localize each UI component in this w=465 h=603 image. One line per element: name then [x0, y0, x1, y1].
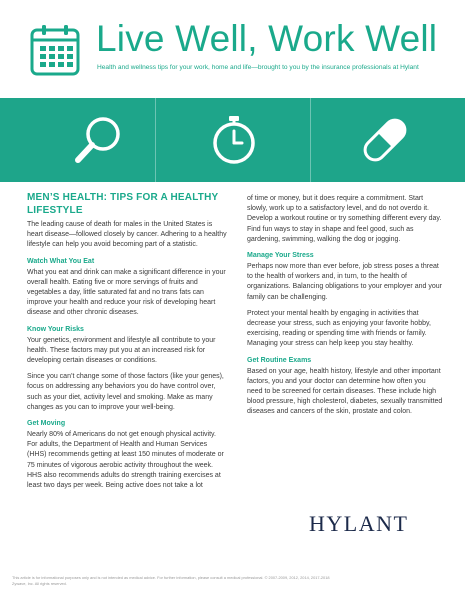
article-right-column: [247, 194, 443, 424]
section-paragraph: Protect your mental health by engaging in activities that decrease your stress, such as enjoying your favorite hobby, exercising, reading or spending time with friends or family. Managing your stress can help keep you stay healthy.: [247, 309, 431, 348]
section-paragraph: Perhaps now more than ever before, job stress poses a threat to the health of workers and, in turn, to the health of organizations. Balancing obligations to your employer and your family can be challenging.: [247, 263, 442, 301]
section-paragraph: Since you can’t change some of those factors (like your genes), focus on addressing any behaviors you do have control over, such as your diet, activity level and smoking. Make as many changes as you can to improve your well-being.: [27, 373, 224, 411]
capsule-icon: [357, 112, 413, 168]
page-title: Live Well, Work Well: [96, 18, 438, 59]
magnifier-icon: [70, 112, 126, 168]
section-paragraph: Your genetics, environment and lifestyle all contribute to your health. These factors may put you at an increased risk for developing certain diseases or conditions.: [27, 336, 216, 365]
hylant-logo: HYLANT: [309, 511, 409, 536]
footer-disclaimer: This article is for informational purposes only and is not intended as medical advice. For further information, please consult a medical professional. © 2007-2009, 2012, 2014, 2017-2018 Zywave, Inc. All rights reserved.: [12, 575, 330, 586]
section-heading: Get Moving: [27, 420, 66, 428]
section-paragraph: What you eat and drink can make a significant difference in your overall health. Eating five or more servings of fruits and vegetables a day, little saturated fat and no trans fats can improve your health and reduce your risk of developing heart disease and other chronic diseases.: [27, 268, 226, 317]
section-paragraph: of time or money, but it does require a commitment. Start slowly, work up to a satisfactory level, and do not overdo it. Develop a workout routine or try something different every day. Find fun ways to stay in shape and feel good, such as gardening, swimming, walking the dog or jogging.: [247, 195, 442, 243]
section-heading: Know Your Risks: [27, 325, 84, 333]
icon-band: [0, 98, 465, 182]
page-subtitle: Health and wellness tips for your work, home and life—brought to you by the insurance professionals at Hylant: [97, 64, 419, 71]
section-heading: Watch What You Eat: [27, 257, 95, 265]
header: [0, 0, 465, 96]
section-paragraph: Nearly 80% of Americans do not get enough physical activity. For adults, the Department of Health and Human Services (HHS) recommends getting at least 150 minutes of moderate or 75 minutes of vigorous aerobic activity throughout the week. HHS also recommends adults do strength training exercises at least two days per week. Being active does not take a lot: [27, 431, 224, 490]
section-paragraph: Based on your age, health history, lifestyle and other important factors, you and your doctor can determine how often you need to be screened for certain diseases. These include high blood pressure, high cholesterol, diabetes, sexually transmitted diseases and cancers of the skin, prostate and colon.: [247, 367, 443, 416]
stopwatch-icon: [206, 112, 262, 168]
article-left-column: [27, 192, 227, 497]
section-heading: Manage Your Stress: [247, 252, 314, 260]
section-heading: Get Routine Exams: [247, 356, 312, 364]
band-divider: [310, 98, 311, 182]
intro-paragraph: The leading cause of death for males in the United States is heart disease—followed closely by cancer. Adhering to a healthy lifestyle can help you avoid becoming part of a statistic.: [27, 221, 227, 249]
article-title: MEN’S HEALTH: TIPS FOR A HEALTHY LIFESTYLE: [27, 192, 219, 216]
band-divider: [155, 98, 156, 182]
calendar-icon: [30, 24, 80, 76]
